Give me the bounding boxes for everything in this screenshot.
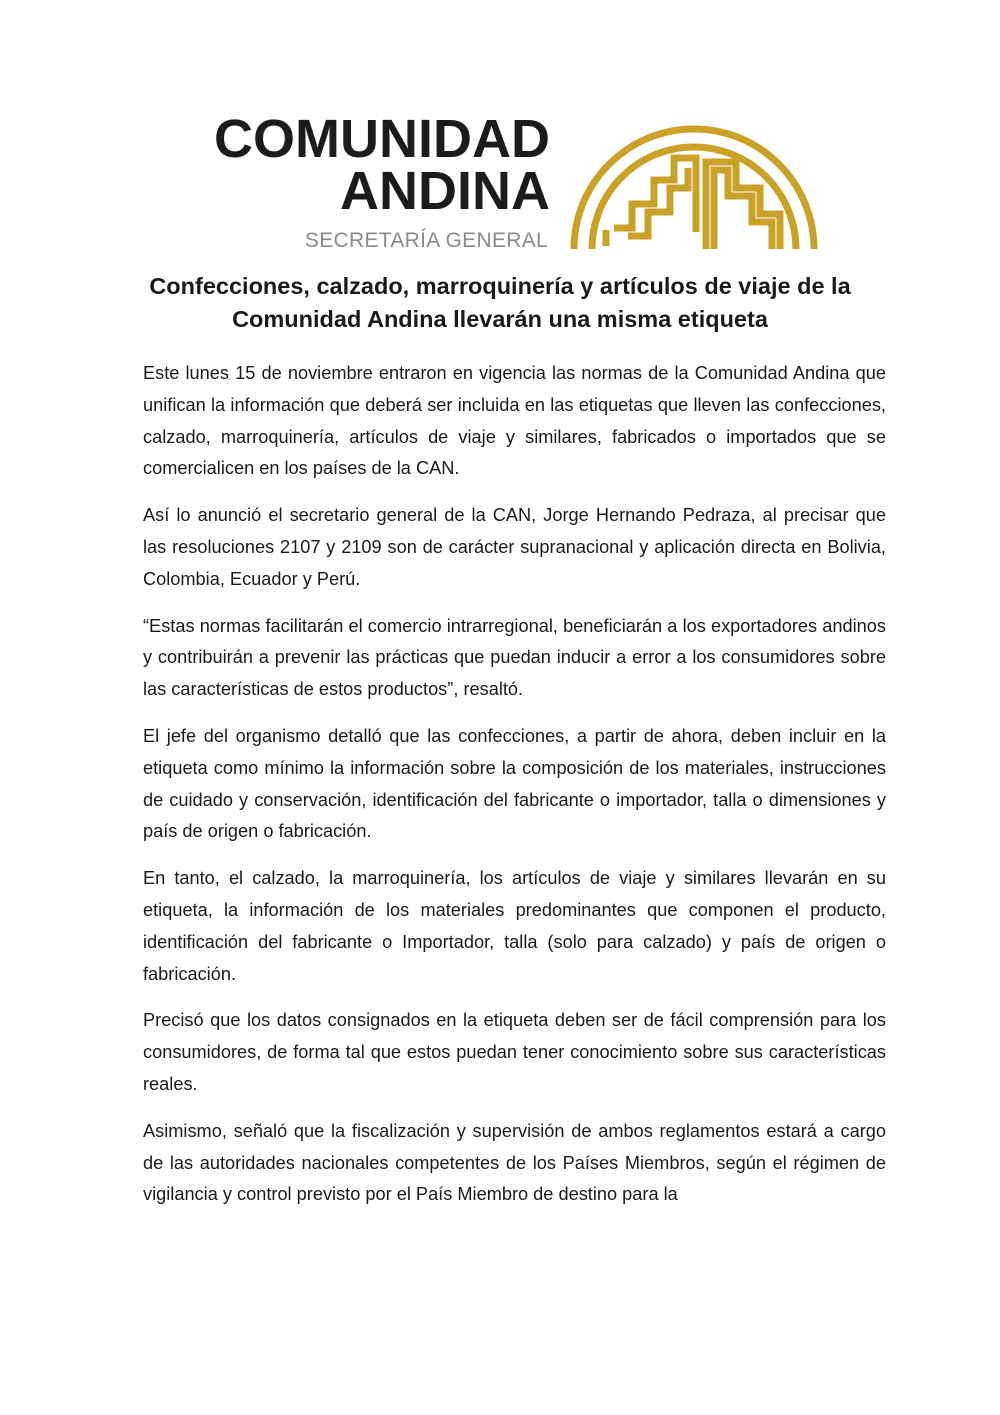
paragraph-2: Así lo anunció el secretario general de la CAN, Jorge Hernando Pedraza, al precisar que las resoluciones 2107 y 2109 son de carácter supranacional y aplicación directa en Bolivia, Colombia, Ecuador y Perú. (143, 505, 886, 589)
article-title: Confecciones, calzado, marroquinería y artículos de viaje de la Comunidad Andina llevarán una misma etiqueta (149, 273, 851, 332)
paragraph-4: El jefe del organismo detalló que las confecciones, a partir de ahora, deben incluir en la etiqueta como mínimo la información sobre la composición de los materiales, instrucciones de cuidado y conservación, identificación del fabricante o importador, talla o dimensiones y país de origen o fabricación. (143, 725, 886, 842)
paragraph-1: Este lunes 15 de noviembre entraron en vigencia las normas de la Comunidad Andina que unifican la información que deberá ser incluida en las etiquetas que lleven las confecciones, calzado, marroquinería, artículos de viaje y similares, fabricados o importados que se comercialicen en los países de la CAN. (143, 363, 886, 479)
logo-subtitle: SECRETARÍA GENERAL (304, 229, 548, 252)
logo-text-comunidad: COMUNIDAD (214, 109, 550, 169)
article-body (143, 358, 886, 1226)
andean-stepped-arch-emblem-icon (570, 118, 818, 252)
paragraph-3: “Estas normas facilitarán el comercio intrarregional, beneficiarán a los exportadores andinos y contribuirán a prevenir las prácticas que puedan inducir a error a los consumidores sobre las características de estos productos”, resaltó. (143, 615, 886, 700)
paragraph-5: En tanto, el calzado, la marroquinería, los artículos de viaje y similares llevarán en su etiqueta, la información de los materiales predominantes que componen el producto, identificación del fabricante o Importador, talla (solo para calzado) y país de origen o fabricación. (143, 868, 886, 984)
comunidad-andina-logo (0, 0, 1000, 260)
paragraph-6: Precisó que los datos consignados en la etiqueta deben ser de fácil comprensión para los consumidores, de forma tal que estos puedan tener conocimiento sobre sus características reales. (143, 1010, 886, 1094)
paragraph-7: Asimismo, señaló que la fiscalización y supervisión de ambos reglamentos estará a cargo de las autoridades nacionales competentes de los Países Miembros, según el régimen de vigilancia y control previsto por el País Miembro de destino para la (143, 1120, 886, 1205)
logo-text-andina: ANDINA (340, 161, 550, 221)
